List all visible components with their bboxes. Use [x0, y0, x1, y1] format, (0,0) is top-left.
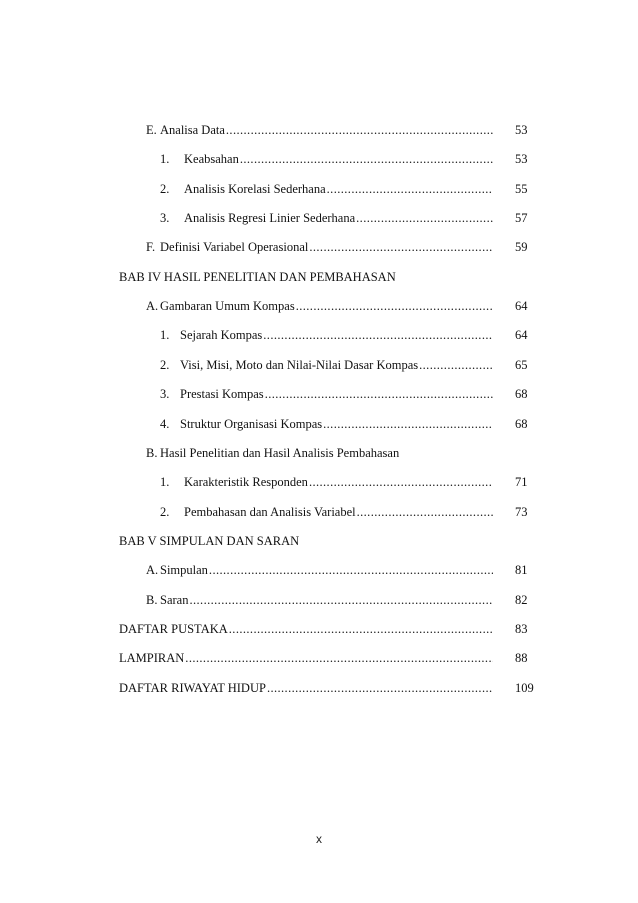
toc-entry-title: [160, 208, 355, 228]
dot-leader: [263, 325, 493, 345]
toc-row: [0, 149, 638, 169]
toc-entry: [160, 472, 493, 492]
toc-entry-title: [160, 414, 322, 434]
toc-row: [0, 267, 638, 287]
toc-page-number: 88: [515, 651, 528, 666]
toc-row: [0, 502, 638, 522]
toc-page-number: 53: [515, 152, 528, 167]
toc-entry-number: 3.: [160, 211, 170, 226]
toc-entry: [146, 443, 493, 463]
toc-entry-title: [119, 648, 184, 668]
toc-entry: [119, 619, 493, 639]
dot-leader: [265, 384, 493, 404]
toc-page-number: 53: [515, 123, 528, 137]
toc-entry-number: 1.: [160, 475, 170, 490]
toc-page-number: 68: [515, 416, 528, 431]
toc-entry-title: [160, 384, 264, 404]
dot-leader: [356, 208, 493, 228]
toc-page-number: 73: [515, 504, 528, 519]
toc-page-number: 57: [515, 211, 528, 226]
dot-leader: [296, 296, 493, 316]
toc-entry-title: [119, 267, 396, 287]
toc-row: [0, 648, 638, 668]
page-number-footer: x: [316, 832, 322, 846]
toc-page-number: 109: [515, 680, 534, 695]
toc-entry-number: 2.: [160, 504, 170, 519]
toc-entry-title: [160, 472, 308, 492]
toc-entry: [160, 149, 493, 169]
toc-page-number: 55: [515, 181, 528, 196]
toc-entry: [160, 325, 493, 345]
toc-entry: [146, 120, 493, 140]
toc-entry-text: Karakteristik Responden: [184, 475, 308, 490]
toc-row: [0, 590, 638, 610]
toc-entry-title: [119, 531, 299, 551]
toc-page-number: 68: [515, 387, 528, 402]
dot-leader: [189, 590, 493, 610]
dot-leader: [240, 149, 493, 169]
toc-entry: [160, 502, 493, 522]
toc-entry: [146, 237, 493, 257]
toc-entry-text: Visi, Misi, Moto dan Nilai-Nilai Dasar Kompas: [180, 357, 419, 372]
toc-entry-text: BAB IV HASIL PENELITIAN DAN PEMBAHASAN: [119, 269, 396, 284]
toc-entry-text: Sejarah Kompas: [180, 328, 263, 343]
toc-entry-number: F.: [146, 240, 156, 255]
toc-entry-text: Analisa Data: [160, 123, 225, 137]
toc-entry-number: A.: [146, 563, 159, 578]
toc-row: [0, 531, 638, 551]
toc-entry-number: 3.: [160, 387, 170, 402]
toc-entry-title: [160, 355, 418, 375]
toc-entry-title: [160, 502, 356, 522]
toc-entry-text: Simpulan: [160, 563, 208, 578]
toc-entry-number: 4.: [160, 416, 170, 431]
toc-entry-number: B.: [146, 445, 158, 460]
toc-entry-title: [146, 560, 208, 580]
toc-entry-number: 1.: [160, 328, 170, 343]
toc-entry: [119, 267, 493, 287]
toc-row: [0, 237, 638, 257]
toc-entry-text: DAFTAR RIWAYAT HIDUP: [119, 680, 266, 695]
toc-entry-title: [146, 443, 399, 463]
toc-row: [0, 325, 638, 345]
toc-entry-title: [146, 237, 308, 257]
toc-entry-text: Keabsahan: [184, 152, 239, 167]
toc-page-number: 64: [515, 299, 528, 314]
toc-entry-number: A.: [146, 299, 159, 314]
toc-entry-title: [146, 590, 188, 610]
toc-entry-number: 2.: [160, 357, 170, 372]
toc-entry-text: Struktur Organisasi Kompas: [180, 416, 323, 431]
toc-entry-text: DAFTAR PUSTAKA: [119, 621, 228, 636]
toc-row: [0, 678, 638, 698]
dot-leader: [419, 355, 493, 375]
toc-row: [0, 619, 638, 639]
toc-row: [0, 120, 638, 140]
dot-leader: [327, 179, 493, 199]
toc-entry-number: B.: [146, 592, 158, 607]
toc-entry-text: Definisi Variabel Operasional: [160, 240, 309, 255]
toc-entry-number: 2.: [160, 181, 170, 196]
toc-entry: [160, 414, 493, 434]
toc-entry-text: Hasil Penelitian dan Hasil Analisis Pembahasan: [160, 445, 400, 460]
toc-row: [0, 472, 638, 492]
toc-entry-text: Prestasi Kompas: [180, 387, 264, 402]
toc-row: [0, 414, 638, 434]
toc-entry-text: Pembahasan dan Analisis Variabel: [184, 504, 356, 519]
dot-leader: [357, 502, 493, 522]
toc-entry-title: [160, 325, 262, 345]
dot-leader: [226, 120, 493, 140]
toc-entry-title: [160, 179, 326, 199]
toc-page-number: 71: [515, 475, 528, 490]
toc-entry: [146, 296, 493, 316]
dot-leader: [229, 619, 493, 639]
dot-leader: [309, 472, 493, 492]
toc-row: [0, 355, 638, 375]
toc-entry-number: E.: [146, 123, 157, 137]
toc-entry-title: [146, 296, 295, 316]
toc-row: [0, 208, 638, 228]
toc-entry-text: BAB V SIMPULAN DAN SARAN: [119, 533, 300, 548]
toc-entry: [119, 531, 493, 551]
dot-leader: [267, 678, 493, 698]
toc-page-number: 59: [515, 240, 528, 255]
toc-row: [0, 443, 638, 463]
toc-row: [0, 384, 638, 404]
toc-entry: [119, 678, 493, 698]
toc-entry: [160, 355, 493, 375]
toc-entry: [146, 590, 493, 610]
toc-entry-text: Analisis Regresi Linier Sederhana: [184, 211, 356, 226]
toc-page-number: 81: [515, 563, 528, 578]
toc-entry-number: 1.: [160, 152, 170, 167]
dot-leader: [323, 414, 493, 434]
toc-row: [0, 560, 638, 580]
toc-page-number: 82: [515, 592, 528, 607]
toc-entry-text: Analisis Korelasi Sederhana: [184, 181, 326, 196]
toc-page-number: 83: [515, 621, 528, 636]
toc-page-number: 64: [515, 328, 528, 343]
toc-entry: [160, 384, 493, 404]
toc-entry: [160, 179, 493, 199]
toc-entry-title: [119, 678, 266, 698]
toc-entry: [160, 208, 493, 228]
toc-row: [0, 296, 638, 316]
toc-entry-title: [119, 619, 228, 639]
toc-entry: [146, 560, 493, 580]
toc-row: [0, 179, 638, 199]
toc-entry-title: [146, 120, 225, 140]
toc-page-number: 65: [515, 357, 528, 372]
dot-leader: [185, 648, 493, 668]
toc-entry-title: [160, 149, 239, 169]
dot-leader: [309, 237, 493, 257]
dot-leader: [209, 560, 493, 580]
toc-entry-text: Saran: [160, 592, 189, 607]
toc-entry: [119, 648, 493, 668]
toc-entry-text: LAMPIRAN: [119, 651, 185, 666]
toc-entry-text: Gambaran Umum Kompas: [160, 299, 295, 314]
